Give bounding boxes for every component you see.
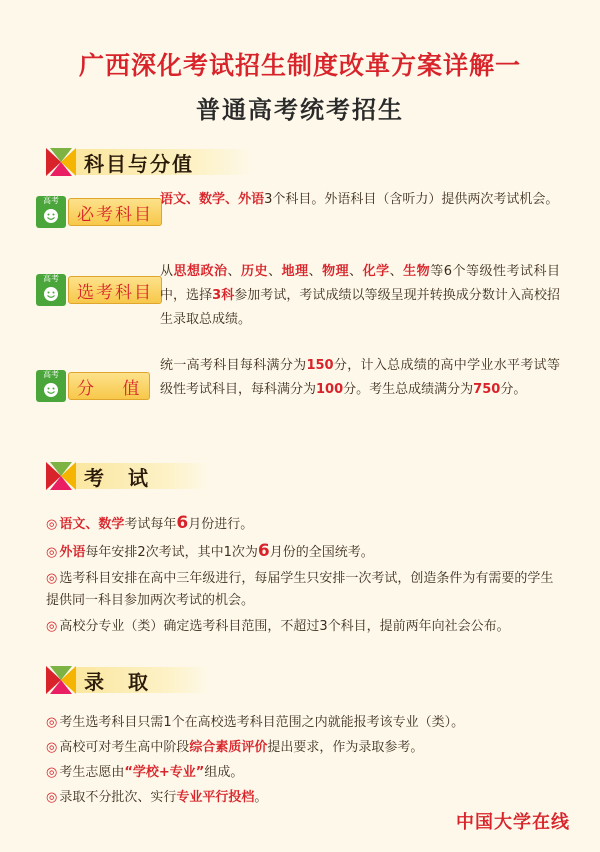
badge-label: 分 值 <box>68 372 150 400</box>
paragraph-scores: 统一高考科目每科满分为150分，计入总成绩的高中学业水平考试等级性考试科目，每科满分为100分。考生总成绩满分为750分。 <box>160 358 560 397</box>
smiley-icon <box>43 208 59 224</box>
bullet-icon: ◎ <box>46 545 58 560</box>
admit-item-4: ◎ 录取不分批次、实行专业平行投档。 <box>46 790 268 805</box>
paragraph-elective: 从思想政治、历史、地理、物理、化学、生物等6个等级性考试科目中，选择3科参加考试，考试成绩以等级呈现并转换成分数计入高校招生录取总成绩。 <box>160 264 560 327</box>
smiley-icon <box>43 286 59 302</box>
bullet-icon: ◎ <box>46 740 58 755</box>
section-header-subjects <box>46 146 254 178</box>
section-header-admission <box>46 664 210 696</box>
bullet-icon: ◎ <box>46 619 58 634</box>
admit-item-3: ◎ 考生志愿由“学校+专业”组成。 <box>46 765 244 780</box>
gaokao-badge: 高考 <box>36 370 66 402</box>
main-title: 广西深化考试招生制度改革方案详解一 <box>78 51 521 80</box>
badge-elective-subjects <box>36 274 162 306</box>
section-title: 科目与分值 <box>76 149 254 175</box>
badge-scores <box>36 370 150 402</box>
gaokao-badge: 高考 <box>36 274 66 306</box>
section-header-exam <box>46 460 210 492</box>
bullet-icon: ◎ <box>46 715 58 730</box>
exam-item-3: ◎ 选考科目安排在高中三年级进行，每届学生只安排一次考试，创造条件为有需要的学生提供同一科目参加两次考试的机会。 <box>46 571 554 608</box>
admit-item-1: ◎ 考生选考科目只需1个在高校选考科目范围之内就能报考该专业（类）。 <box>46 715 465 730</box>
triangle-emblem-icon <box>46 148 76 176</box>
exam-item-4: ◎ 高校分专业（类）确定选考科目范围，不超过3个科目，提前两年向社会公布。 <box>46 619 510 634</box>
bullet-icon: ◎ <box>46 571 58 586</box>
exam-item-2: ◎ 外语每年安排2次考试，其中1次为6月份的全国统考。 <box>46 541 374 561</box>
section-title: 考 试 <box>76 463 210 489</box>
triangle-emblem-icon <box>46 666 76 694</box>
exam-item-1: ◎ 语文、数学考试每年6月份进行。 <box>46 513 254 533</box>
bullet-icon: ◎ <box>46 790 58 805</box>
source-credit: 中国大学在线 <box>456 812 570 833</box>
badge-label: 必考科目 <box>68 198 162 226</box>
bullet-icon: ◎ <box>46 765 58 780</box>
badge-label: 选考科目 <box>68 276 162 304</box>
badge-required-subjects <box>36 196 162 228</box>
smiley-icon <box>43 382 59 398</box>
section-title: 录 取 <box>76 667 210 693</box>
bullet-icon: ◎ <box>46 517 58 532</box>
triangle-emblem-icon <box>46 462 76 490</box>
paragraph-required: 语文、数学、外语3个科目。外语科目（含听力）提供两次考试机会。 <box>160 192 559 207</box>
admit-item-2: ◎ 高校可对考生高中阶段综合素质评价提出要求，作为录取参考。 <box>46 740 424 755</box>
sub-title: 普通高考统考招生 <box>196 96 404 124</box>
gaokao-badge: 高考 <box>36 196 66 228</box>
